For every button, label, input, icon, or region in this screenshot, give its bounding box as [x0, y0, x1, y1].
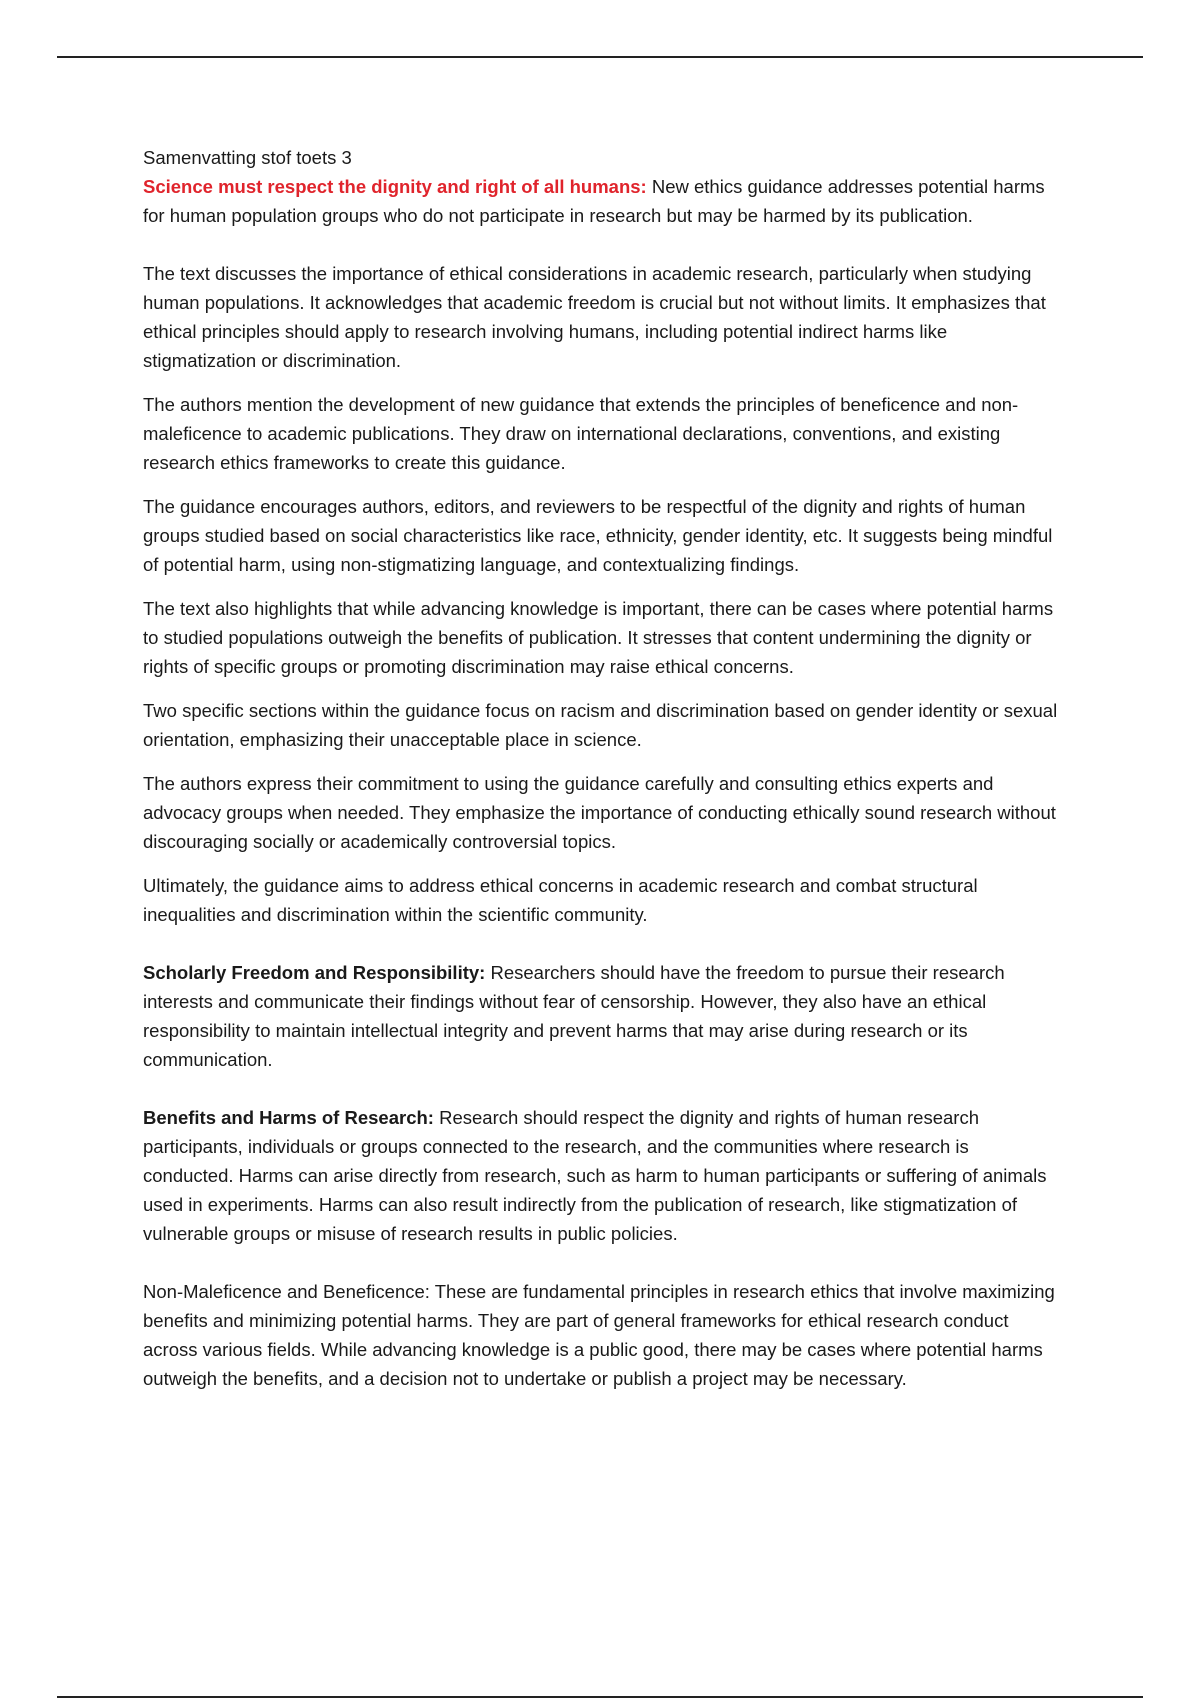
paragraph-6: The authors express their commitment to using the guidance carefully and consulting ethics experts and advocacy groups when needed. They emphasize the importance of conducting ethically sound research without discouraging socially or academically controversial topics. — [143, 773, 1056, 852]
footer-rule — [57, 1696, 1143, 1698]
intro-lead: Science must respect the dignity and right of all humans: — [143, 176, 647, 197]
section-scholarly-freedom — [143, 958, 1063, 1074]
intro-paragraph — [143, 172, 1063, 230]
document-body — [143, 143, 1063, 1393]
intro-text: New ethics guidance addresses potential harms for human population groups who do not participate in research but may be harmed by its publication. — [143, 176, 1045, 226]
closing-paragraph: Non-Maleficence and Beneficence: These are fundamental principles in research ethics that involve maximizing benefits and minimizing potential harms. They are part of general frameworks for ethical research conduct across various fields. While advancing knowledge is a public good, there may be cases where potential harms outweigh the benefits, and a decision not to undertake or publish a project may be necessary. — [143, 1281, 1055, 1389]
paragraph-1: The text discusses the importance of ethical considerations in academic research, particularly when studying human populations. It acknowledges that academic freedom is crucial but not without limits. It emphasizes that ethical principles should apply to research involving humans, including potential indirect harms like stigmatization or discrimination. — [143, 263, 1046, 371]
header-rule — [57, 56, 1143, 58]
document-title: Samenvatting stof toets 3 — [143, 147, 352, 168]
section-heading: Scholarly Freedom and Responsibility: — [143, 962, 486, 983]
section-text: Research should respect the dignity and rights of human research participants, individuals or groups connected to the research, and the communities where research is conducted. Harms can arise directly from research, such as harm to human participants or suffering of animals used in experiments. Harms can also result indirectly from the publication of research, like stigmatization of vulnerable groups or misuse of research results in public policies. — [143, 1107, 1047, 1244]
paragraph-5: Two specific sections within the guidance focus on racism and discrimination based on gender identity or sexual orientation, emphasizing their unacceptable place in science. — [143, 700, 1058, 750]
paragraph-3: The guidance encourages authors, editors, and reviewers to be respectful of the dignity and rights of human groups studied based on social characteristics like race, ethnicity, gender identity, etc. It suggests being mindful of potential harm, using non-stigmatizing language, and contextualizing findings. — [143, 496, 1053, 575]
paragraph-4: The text also highlights that while advancing knowledge is important, there can be cases where potential harms to studied populations outweigh the benefits of publication. It stresses that content undermining the dignity or rights of specific groups or promoting discrimination may raise ethical concerns. — [143, 598, 1054, 677]
paragraph-7: Ultimately, the guidance aims to address ethical concerns in academic research and combat structural inequalities and discrimination within the scientific community. — [143, 875, 978, 925]
section-text: Researchers should have the freedom to pursue their research interests and communicate their findings without fear of censorship. However, they also have an ethical responsibility to maintain intellectual integrity and prevent harms that may arise during research or its communication. — [143, 962, 1005, 1070]
section-heading: Benefits and Harms of Research: — [143, 1107, 434, 1128]
section-benefits-harms — [143, 1103, 1063, 1248]
paragraph-2: The authors mention the development of new guidance that extends the principles of beneficence and non-maleficence to academic publications. They draw on international declarations, conventions, and existing research ethics frameworks to create this guidance. — [143, 394, 1019, 473]
